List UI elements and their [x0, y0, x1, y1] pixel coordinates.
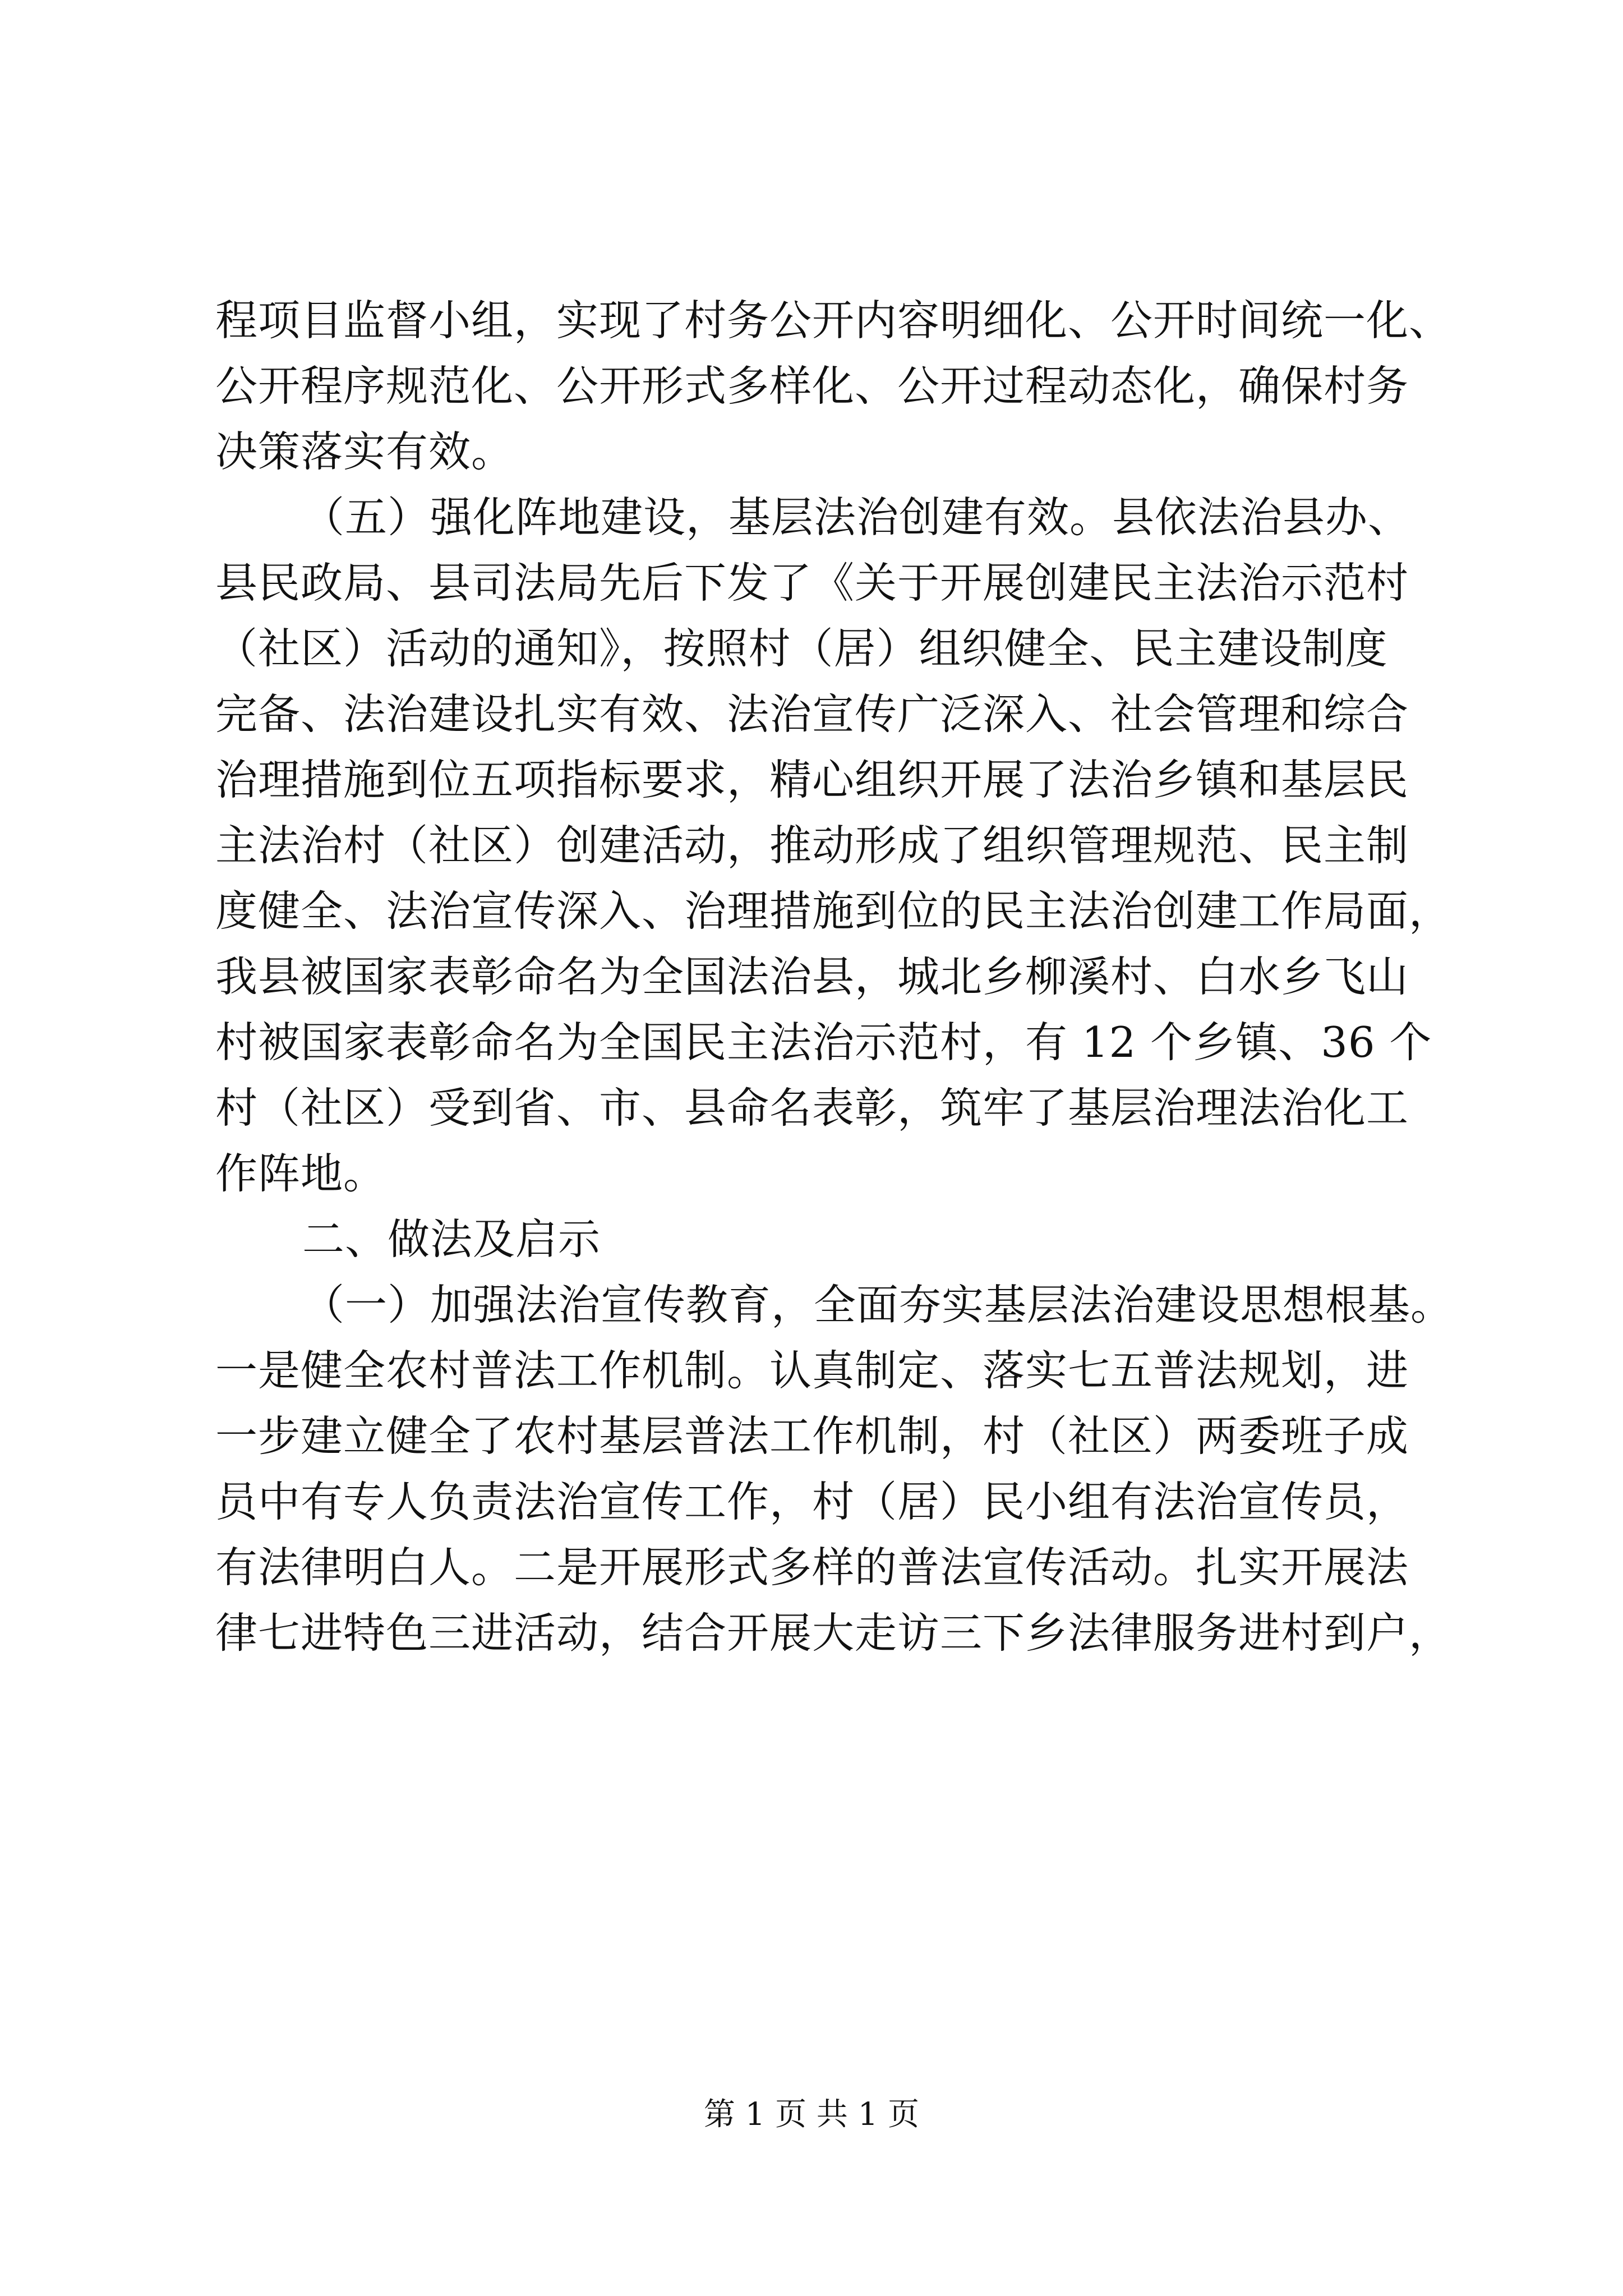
page-footer: 第 1 页 共 1 页: [703, 2096, 920, 2133]
text-line-21: 律七进特色三进活动，结合开展大走访三下乡法律服务进村到户，: [215, 1608, 1452, 1658]
text-line-13: 村（社区）受到省、市、县命名表彰，筑牢了基层治理法治化工: [215, 1083, 1409, 1133]
text-line-9: 主法治村（社区）创建活动，推动形成了组织管理规范、民主制: [215, 821, 1409, 870]
section-heading: 二、做法及启示: [302, 1214, 601, 1264]
text-line-7: 完备、法治建设扎实有效、法治宣传广泛深入、社会管理和综合: [215, 689, 1409, 739]
text-line-12: 村被国家表彰命名为全国民主法治示范村，有 12 个乡镇、36 个: [215, 1018, 1432, 1067]
text-line-17: 一是健全农村普法工作机制。认真制定、落实七五普法规划，进: [215, 1346, 1409, 1395]
text-line-2: 公开程序规范化、公开形式多样化、公开过程动态化，确保村务: [215, 361, 1409, 411]
text-line-20: 有法律明白人。二是开展形式多样的普法宣传活动。扎实开展法: [215, 1543, 1409, 1592]
text-line-3: 决策落实有效。: [215, 427, 514, 476]
text-line-19: 员中有专人负责法治宣传工作，村（居）民小组有法治宣传员，: [215, 1477, 1409, 1526]
text-line-14: 作阵地。: [215, 1149, 386, 1198]
text-line-1: 程项目监督小组，实现了村务公开内容明细化、公开时间统一化、: [215, 296, 1452, 345]
text-line-16: （一）加强法治宣传教育，全面夯实基层法治建设思想根基。: [302, 1280, 1454, 1329]
text-line-11: 我县被国家表彰命名为全国法治县，城北乡柳溪村、白水乡飞山: [215, 952, 1409, 1001]
text-line-10: 度健全、法治宣传深入、治理措施到位的民主法治创建工作局面，: [215, 886, 1452, 936]
text-line-5: 县民政局、县司法局先后下发了《关于开展创建民主法治示范村: [215, 558, 1409, 608]
text-line-18: 一步建立健全了农村基层普法工作机制，村（社区）两委班子成: [215, 1411, 1409, 1461]
text-line-4: （五）强化阵地建设，基层法治创建有效。县依法治县办、: [302, 493, 1411, 542]
text-line-8: 治理措施到位五项指标要求，精心组织开展了法治乡镇和基层民: [215, 755, 1409, 804]
text-line-6: （社区）活动的通知》，按照村（居）组织健全、民主建设制度: [215, 624, 1388, 673]
